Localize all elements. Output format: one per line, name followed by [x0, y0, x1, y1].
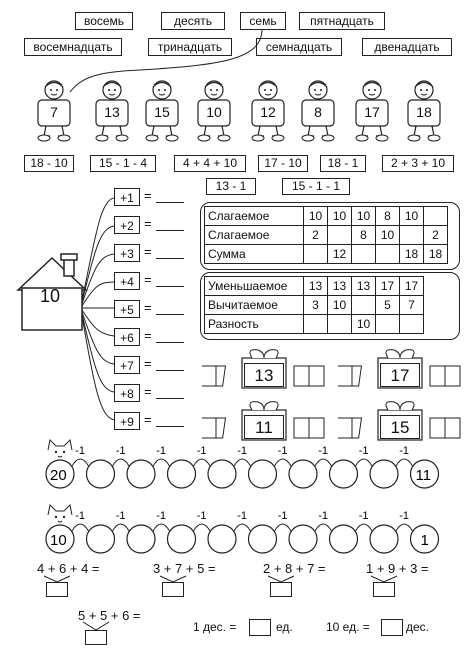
expr-8: 15 - 1 - 1: [282, 178, 350, 195]
row-label: Разность: [205, 315, 304, 334]
house-op-equals: =: [144, 244, 152, 259]
chain-step-label: -1: [358, 510, 369, 522]
chain-arrow: [113, 524, 130, 531]
word-box-desyat: десять: [161, 12, 225, 30]
house-op-answer-line[interactable]: [156, 370, 184, 371]
chain-circle[interactable]: [168, 525, 196, 553]
chain-arrow: [194, 524, 211, 531]
conversion-b-suffix: дес.: [406, 620, 430, 634]
chain-step-label: -1: [196, 510, 207, 522]
sum-4: 1 + 9 + 3 =: [366, 561, 429, 576]
word-box-semnadtsat: семнадцать: [256, 38, 342, 56]
sum-2: 3 + 7 + 5 =: [153, 561, 216, 576]
chain-circle[interactable]: [127, 460, 155, 488]
number-chain-2: [0, 497, 474, 557]
kid-number: 18: [416, 104, 432, 120]
table-cell[interactable]: [424, 207, 448, 226]
table-row: [205, 315, 424, 334]
table-cell: 10: [352, 207, 376, 226]
sum-1: 4 + 6 + 4 =: [37, 561, 100, 576]
chain-circle[interactable]: [208, 460, 236, 488]
table-row: [205, 245, 448, 264]
table-row: [205, 296, 424, 315]
table-cell: 10: [352, 315, 376, 334]
chain-start-number: 10: [50, 532, 67, 549]
house-op-box: +8: [114, 384, 140, 402]
chain-circle[interactable]: [127, 525, 155, 553]
kid-number: 17: [364, 104, 380, 120]
row-label: Вычитаемое: [205, 296, 304, 315]
chain-arrow: [356, 524, 373, 531]
word-box-vosem: восемь: [75, 12, 133, 30]
chain-step-label: -1: [75, 510, 86, 522]
house-op-equals: =: [144, 300, 152, 315]
house-op-box: +3: [114, 244, 140, 262]
house-op-answer-line[interactable]: [156, 314, 184, 315]
gift-number: 13: [244, 363, 284, 387]
table-cell: 10: [328, 296, 352, 315]
kid-number: 12: [260, 104, 276, 120]
chain-step-label: -1: [399, 510, 410, 522]
house-op-box: +2: [114, 216, 140, 234]
table-cell: 5: [376, 296, 400, 315]
table-cell: 17: [400, 277, 424, 296]
gift-box: [202, 348, 326, 395]
house-op-answer-line[interactable]: [156, 230, 184, 231]
expr-3: 4 + 4 + 10: [174, 155, 246, 172]
kid-number: 8: [314, 104, 322, 120]
kid-figure: [138, 78, 186, 149]
table-cell[interactable]: [400, 226, 424, 245]
table-cell: 7: [400, 296, 424, 315]
chain-step-label: -1: [399, 445, 410, 457]
house-op-equals: =: [144, 216, 152, 231]
table-row: [205, 277, 424, 296]
table-cell[interactable]: [304, 245, 328, 264]
table-cell: 10: [400, 207, 424, 226]
chain-circle[interactable]: [330, 525, 358, 553]
conversion-b-prefix: 10 ед. =: [326, 620, 370, 634]
chain-step-label: -1: [156, 445, 167, 457]
chain-step-label: -1: [318, 445, 329, 457]
chain-arrow: [275, 459, 292, 466]
expr-4: 17 - 10: [258, 155, 308, 172]
sum-3: 2 + 8 + 7 =: [263, 561, 326, 576]
conversion-a-box[interactable]: [249, 619, 271, 636]
gift-number: 17: [380, 363, 420, 387]
chain-arrow: [234, 459, 251, 466]
chain-arrow: [234, 524, 251, 531]
chain-step-label: -1: [318, 510, 329, 522]
gift-box: [338, 348, 462, 395]
table-row: [205, 207, 448, 226]
row-label: Слагаемое: [205, 207, 304, 226]
house-op-answer-line[interactable]: [156, 398, 184, 399]
conversion-a-prefix: 1 дес. =: [193, 620, 237, 634]
chain-circle[interactable]: [87, 460, 115, 488]
house-op-answer-line[interactable]: [156, 342, 184, 343]
chain-circle[interactable]: [168, 460, 196, 488]
house-op-answer-line[interactable]: [156, 258, 184, 259]
chain-circle[interactable]: [249, 525, 277, 553]
word-box-dvenadtsat: двенадцать: [362, 38, 452, 56]
house-op-equals: =: [144, 356, 152, 371]
house-op-equals: =: [144, 412, 152, 427]
table-cell: 3: [304, 296, 328, 315]
table-cell[interactable]: [400, 315, 424, 334]
cat-icon: [48, 505, 72, 522]
expr-2: 15 - 1 - 4: [90, 155, 156, 172]
chain-circle[interactable]: [249, 460, 277, 488]
chain-arrow: [315, 459, 332, 466]
sum-5: 5 + 5 + 6 =: [78, 608, 141, 623]
house-number: 10: [40, 286, 61, 306]
table-row: [205, 226, 448, 245]
table-cell: 13: [304, 277, 328, 296]
chain-arrow: [153, 524, 170, 531]
number-chain-1: [0, 432, 474, 492]
house-op-answer-line[interactable]: [156, 286, 184, 287]
table-cell: 13: [328, 277, 352, 296]
kid-figure: [190, 78, 238, 149]
chain-arrow: [72, 459, 89, 466]
house-op-answer-line[interactable]: [156, 426, 184, 427]
expr-5: 18 - 1: [320, 155, 366, 172]
chain-arrow: [396, 459, 413, 466]
kid-figure: [30, 78, 78, 149]
chain-end-number: 1: [420, 532, 429, 549]
table-cell: 10: [376, 226, 400, 245]
sum-brackets: [0, 574, 474, 654]
house-op-box: +6: [114, 328, 140, 346]
gift-number: 11: [244, 415, 284, 439]
table-cell[interactable]: [352, 245, 376, 264]
kid-figure: [88, 78, 136, 149]
row-label: Сумма: [205, 245, 304, 264]
expr-1: 18 - 10: [24, 155, 74, 172]
chain-step-label: -1: [277, 510, 288, 522]
kid-number: 15: [154, 104, 170, 120]
chain-step-label: -1: [358, 445, 369, 457]
chain-step-label: -1: [277, 445, 288, 457]
table-cell: 8: [376, 207, 400, 226]
table-cell[interactable]: [328, 226, 352, 245]
word-box-pyatnadtsat: пятнадцать: [299, 12, 385, 30]
row-label: Уменьшаемое: [205, 277, 304, 296]
table-cell: 8: [352, 226, 376, 245]
table-cell[interactable]: [376, 245, 400, 264]
chain-arrow: [315, 524, 332, 531]
expr-6: 2 + 3 + 10: [382, 155, 454, 172]
kid-number: 10: [206, 104, 222, 120]
chain-circle[interactable]: [87, 525, 115, 553]
chain-arrow: [72, 524, 89, 531]
table-cell: 10: [328, 207, 352, 226]
word-box-sem: семь: [240, 12, 286, 30]
row-label: Слагаемое: [205, 226, 304, 245]
house-op-box: +5: [114, 300, 140, 318]
kid-figure: [244, 78, 292, 149]
expr-7: 13 - 1: [206, 178, 256, 195]
house-diagram: [0, 180, 200, 430]
chain-circle[interactable]: [330, 460, 358, 488]
addition-table: [204, 206, 448, 264]
table-cell: 2: [424, 226, 448, 245]
chain-circle[interactable]: [289, 525, 317, 553]
table-cell: 12: [328, 245, 352, 264]
kid-number: 7: [50, 104, 58, 120]
house-op-equals: =: [144, 384, 152, 399]
conversion-b-box[interactable]: [381, 619, 403, 636]
chain-end-number: 11: [415, 467, 432, 484]
chain-arrow: [113, 459, 130, 466]
chain-arrow: [275, 524, 292, 531]
table-cell: 17: [376, 277, 400, 296]
table-cell: 13: [352, 277, 376, 296]
house-op-equals: =: [144, 272, 152, 287]
kid-number: 13: [104, 104, 120, 120]
table-cell[interactable]: [304, 315, 328, 334]
house-op-equals: =: [144, 328, 152, 343]
chain-step-label: -1: [156, 510, 167, 522]
word-box-trinadtsat: тринадцать: [148, 38, 232, 56]
conversion-a-suffix: ед.: [276, 620, 293, 634]
house-op-box: +1: [114, 188, 140, 206]
chain-arrow: [396, 524, 413, 531]
chain-arrow: [153, 459, 170, 466]
subtraction-table: [204, 276, 424, 334]
kid-figure: [294, 78, 342, 149]
chain-circle[interactable]: [208, 525, 236, 553]
chain-step-label: -1: [75, 445, 86, 457]
chain-step-label: -1: [196, 445, 207, 457]
chain-circle[interactable]: [289, 460, 317, 488]
cat-icon: [48, 440, 72, 457]
gift-number: 15: [380, 415, 420, 439]
word-box-vosemnadtsat: восемнадцать: [24, 38, 122, 56]
chain-step-label: -1: [237, 445, 248, 457]
kid-figure: [400, 78, 448, 149]
table-cell[interactable]: [352, 296, 376, 315]
chain-step-label: -1: [115, 445, 126, 457]
table-cell[interactable]: [376, 315, 400, 334]
table-cell: 18: [424, 245, 448, 264]
chain-circle[interactable]: [370, 525, 398, 553]
chain-arrow: [194, 459, 211, 466]
chain-arrow: [356, 459, 373, 466]
chain-step-label: -1: [237, 510, 248, 522]
house-op-box: +9: [114, 412, 140, 430]
house-op-box: +7: [114, 356, 140, 374]
kid-figure: [348, 78, 396, 149]
chain-step-label: -1: [115, 510, 126, 522]
house-op-box: +4: [114, 272, 140, 290]
table-cell: 2: [304, 226, 328, 245]
table-cell: 18: [400, 245, 424, 264]
table-cell[interactable]: [328, 315, 352, 334]
table-cell: 10: [304, 207, 328, 226]
chain-start-number: 20: [50, 467, 67, 484]
house-op-equals: =: [144, 188, 152, 203]
house-op-answer-line[interactable]: [156, 202, 184, 203]
chain-circle[interactable]: [370, 460, 398, 488]
